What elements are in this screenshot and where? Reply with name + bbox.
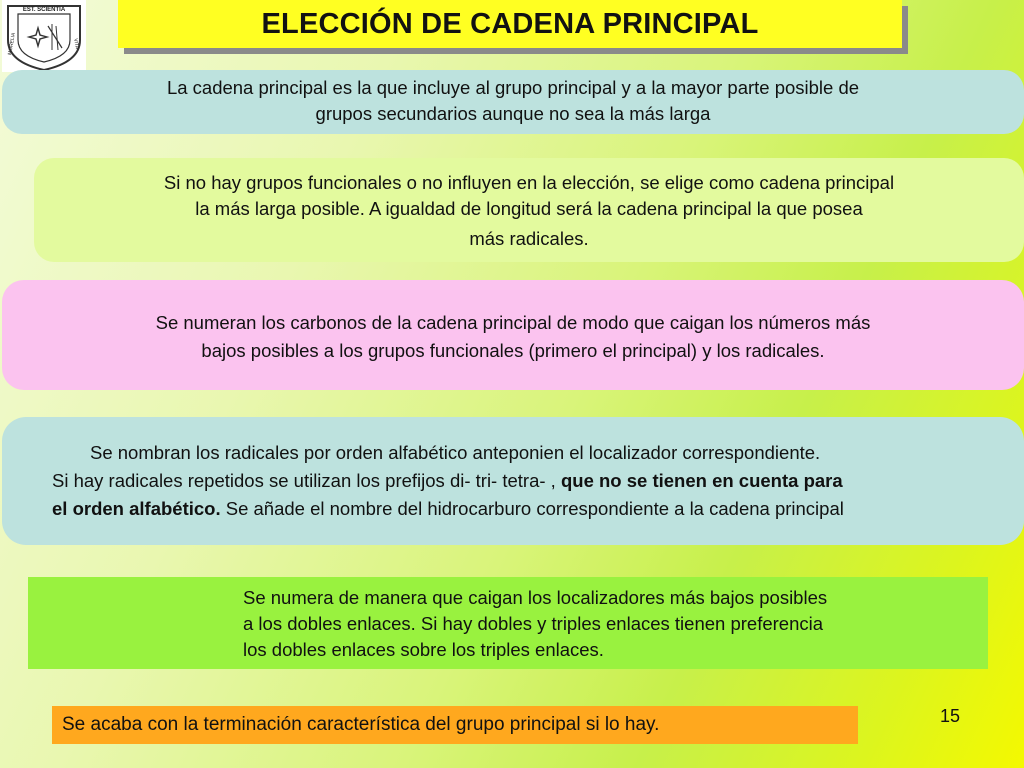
rule-panel-ending xyxy=(52,706,858,744)
logo-motto-top: EST. SCIENTIA xyxy=(22,7,66,13)
text-normal: Si hay radicales repetidos se utilizan los prefijos di- tri- tetra- , xyxy=(52,470,561,491)
panel-text-line: Si no hay grupos funcionales o no influyen en la elección, se elige como cadena principal xyxy=(163,172,895,193)
rule-panel-double-bonds xyxy=(28,577,988,669)
panel-text-line: Se acaba con la terminación característica del grupo principal si lo hay. xyxy=(62,714,660,735)
logo-motto-left: MORELIA xyxy=(7,32,17,56)
panel-text-line: grupos secundarios aunque no sea la más larga xyxy=(315,103,711,124)
panel-text-line xyxy=(2,468,1024,494)
text-bold: el orden alfabético. xyxy=(52,498,221,519)
text-normal: Se añade el nombre del hidrocarburo correspondiente a la cadena principal xyxy=(220,498,844,519)
panel-text-line: más radicales. xyxy=(469,228,589,249)
page-title: ELECCIÓN DE CADENA PRINCIPAL xyxy=(261,7,759,40)
rule-panel-numbering xyxy=(2,280,1024,390)
panel-text-line: Se numeran los carbonos de la cadena principal de modo que caigan los números más xyxy=(155,312,871,333)
page-number: 15 xyxy=(940,706,961,726)
panel-text-line: bajos posibles a los grupos funcionales (primero el principal) y los radicales. xyxy=(201,340,825,361)
panel-text-line: Se numera de manera que caigan los localizadores más bajos posibles xyxy=(243,587,828,608)
panel-text-line: Se nombran los radicales por orden alfabético anteponien el localizador correspondiente. xyxy=(90,442,821,463)
panel-text-line: la más larga posible. A igualdad de longitud será la cadena principal la que posea xyxy=(195,198,863,219)
title-banner xyxy=(118,0,902,48)
panel-text-line: La cadena principal es la que incluye al grupo principal y a la mayor parte posible de xyxy=(166,77,860,98)
panel-text-line: a los dobles enlaces. Si hay dobles y triples enlaces tienen preferencia xyxy=(243,613,824,634)
rule-panel-radicals xyxy=(2,417,1024,545)
university-shield-icon xyxy=(2,0,86,72)
panel-text-line xyxy=(2,496,1024,522)
rule-panel-main-chain xyxy=(2,70,1024,134)
logo-motto-right: VITA xyxy=(72,38,80,50)
rule-panel-longest-chain xyxy=(34,158,1024,262)
text-bold: que no se tienen en cuenta para xyxy=(560,470,843,491)
panel-text-line: los dobles enlaces sobre los triples enlaces. xyxy=(243,639,604,660)
